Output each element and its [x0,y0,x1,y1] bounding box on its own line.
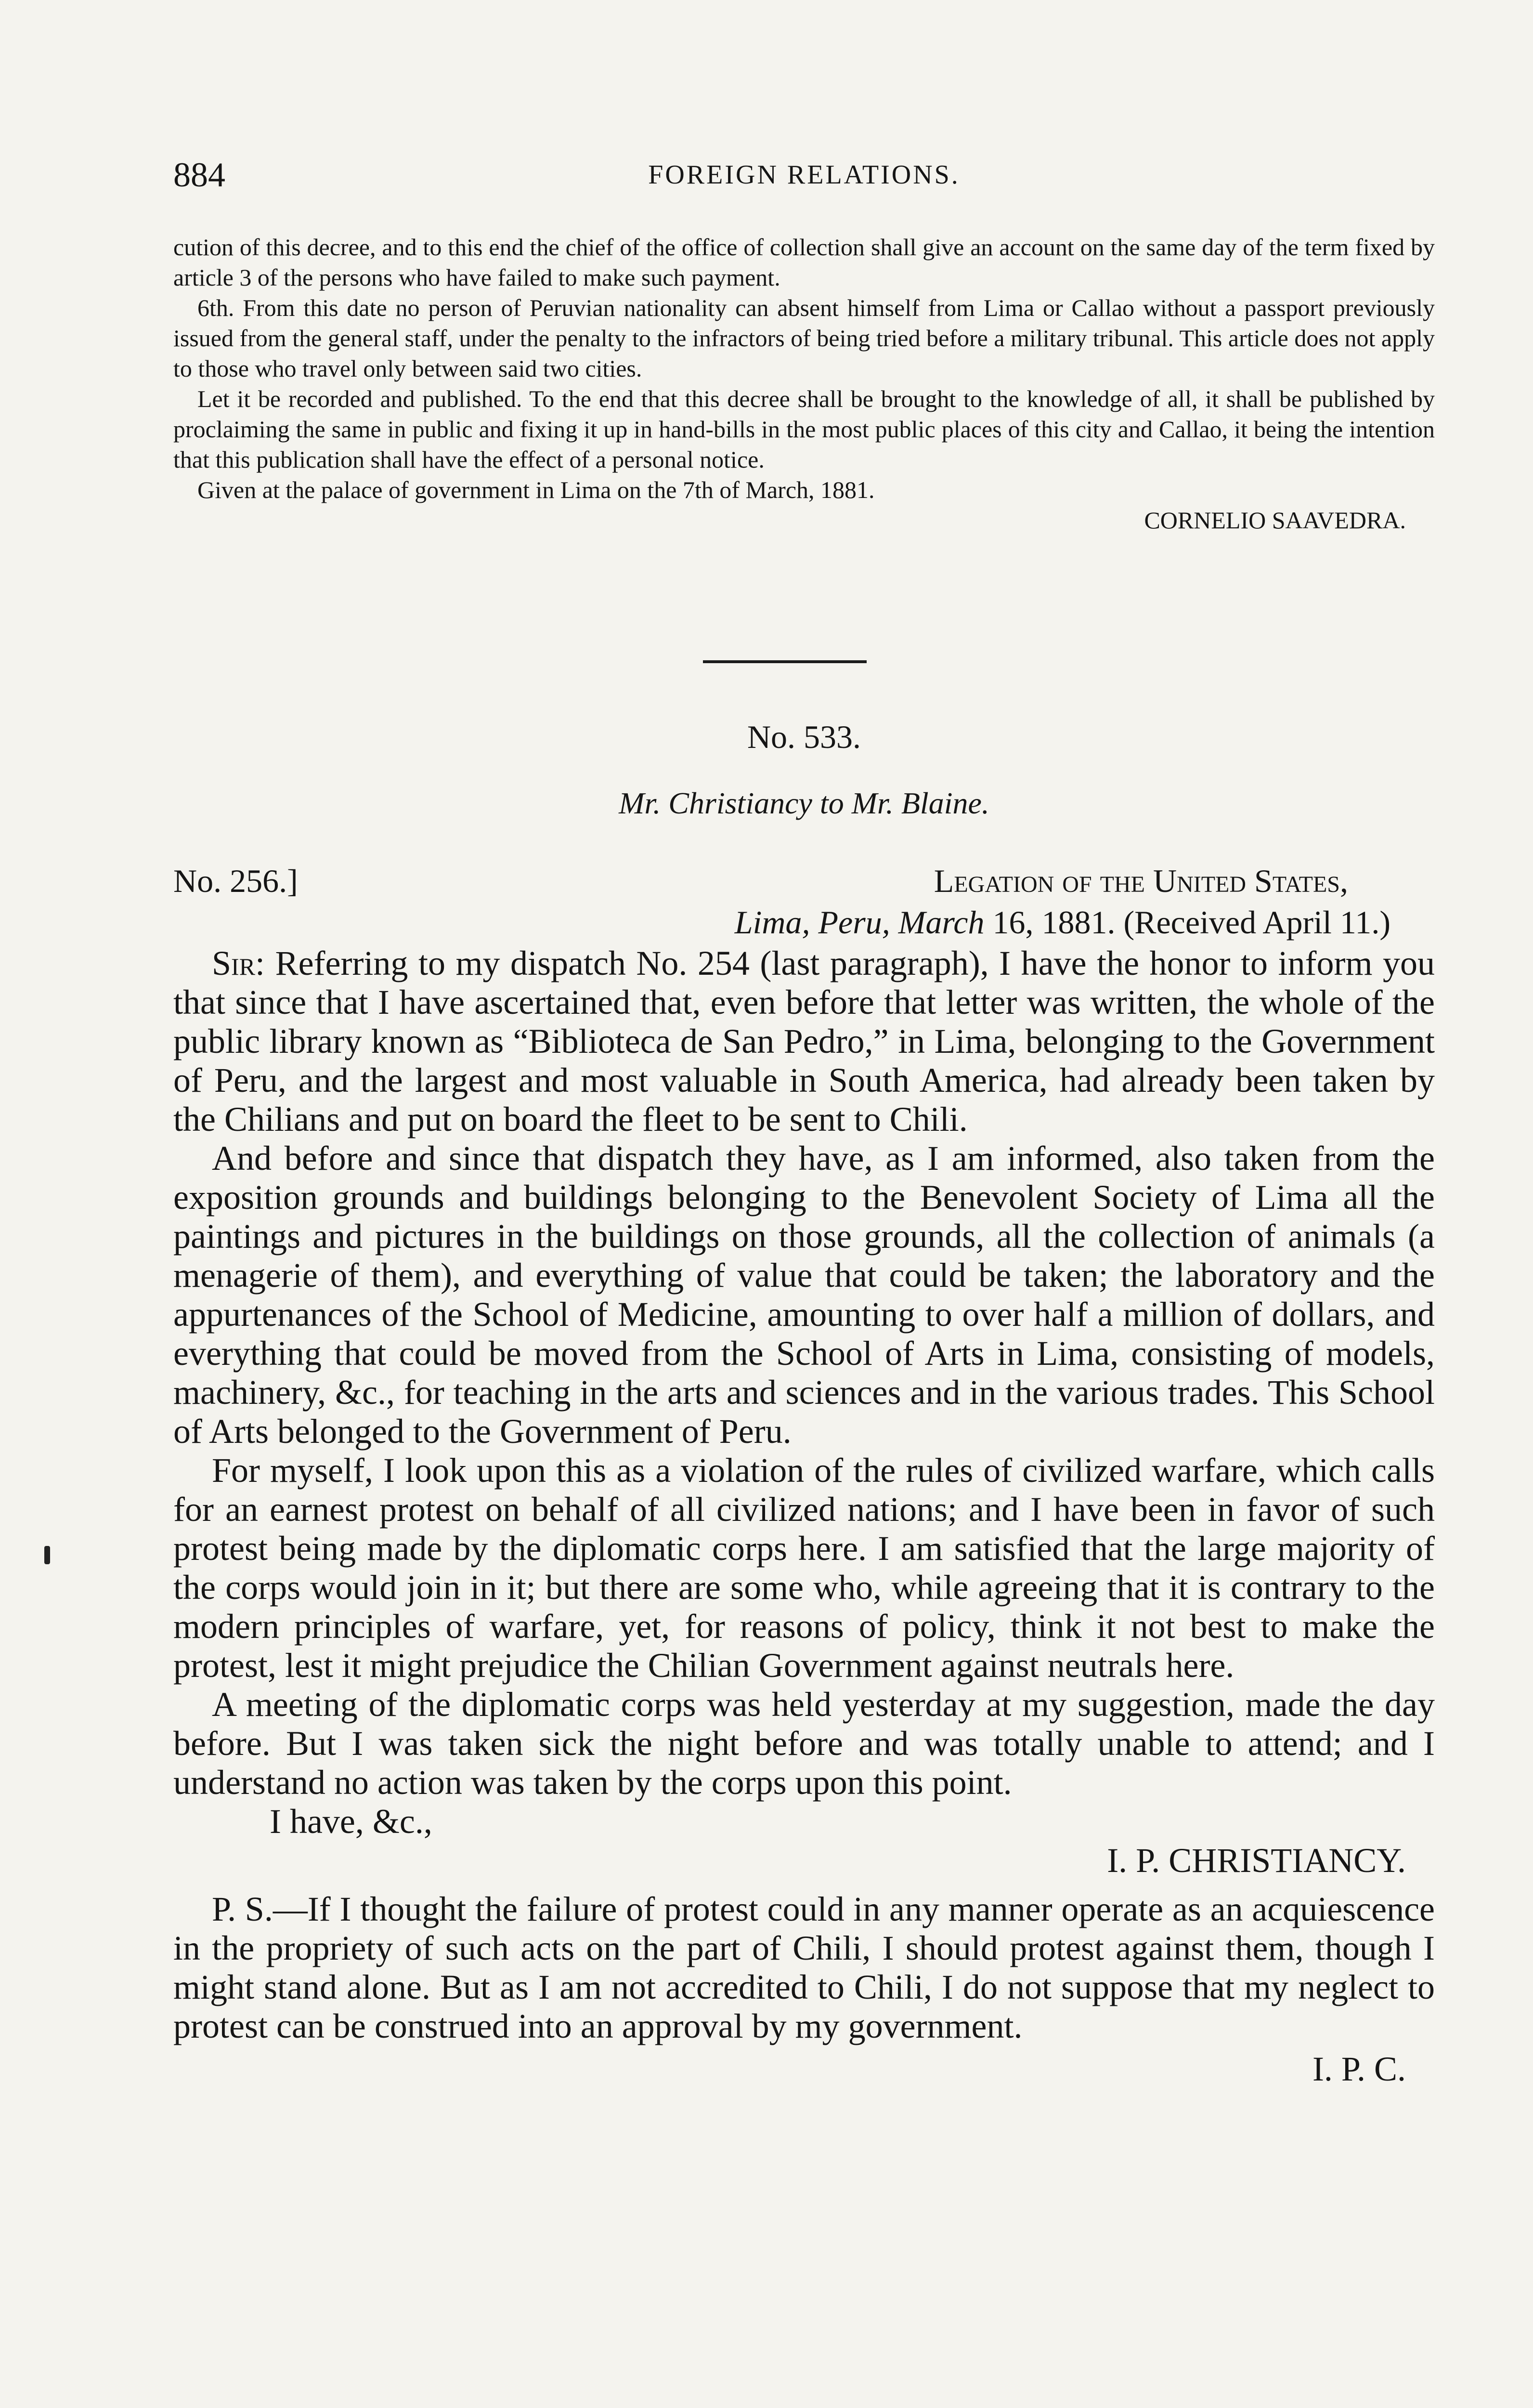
letter-paragraph: And before and since that dispatch they have, as I am informed, also taken from the exposition grounds and buildings belonging to the Benevolent Society of Lima all the paintings and pictures in the buildings on those grounds, all the collection of animals (a menagerie of them), and everything of value that could be taken; the laboratory and the appurtenances of the School of Medicine, amounting to over half a million of dollars, and everything that could be moved from the School of Arts in Lima, consisting of models, machinery, &c., for teaching in the arts and sciences and in the various trades. This School of Arts belonged to the Government of Peru. [173,1139,1435,1451]
ink-mark [44,1546,50,1564]
letter-paragraph: For myself, I look upon this as a violation of the rules of civilized warfare, which calls for an earnest protest on behalf of all civilized nations; and I have been in favor of such protest being made by the diplomatic corps here. I am satisfied that the large majority of the corps would join in it; but there are some who, while agreeing that it is contrary to the modern principles of warfare, yet, for reasons of policy, think it not best to make the protest, lest it might prejudice the Chilian Government against neutrals here. [173,1451,1435,1685]
letter-paragraph: A meeting of the diplomatic corps was held yesterday at my suggestion, made the day before. But I was taken sick the night before and was totally unable to attend; and I understand no action was taken by the corps upon this point. [173,1685,1435,1802]
letter-signature: I. P. CHRISTIANCY. [1107,1841,1406,1880]
salutation: Sir: [212,944,265,982]
date-received: 16, 1881. (Received April 11.) [992,904,1390,941]
document-title: Mr. Christiancy to Mr. Blaine. [619,786,989,820]
legation-line: Legation of the United States, [934,863,1348,899]
page-number: 884 [173,156,225,194]
page-header [173,153,1435,196]
dispatch-number: No. 256.] [173,863,298,899]
decree-signature: CORNELIO SAAVEDRA. [1144,507,1406,534]
letter-body [173,944,1435,2089]
place-date: Lima, Peru, March [734,904,985,941]
decree-paragraph: Let it be recorded and published. To the end that this decree shall be brought to the knowledge of all, it shall be published by proclaiming the same in public and fixing it up in hand-bills in the most public places of this city and Callao, it being the intention that this publication shall have the effect of a personal notice. [173,385,1435,473]
decree-continuation [173,232,1435,536]
decree-paragraph: 6th. From this date no person of Peruvian nationality can absent himself from Lima or Callao without a passport previously issued from the general staff, under the penalty to the infractors of being tried before a military tribunal. This article does not apply to those who travel only between said two cities. [173,294,1435,382]
running-head: FOREIGN RELATIONS. [648,160,960,190]
decree-paragraph: Given at the palace of government in Lima on the 7th of March, 1881. [197,476,875,503]
letter-paragraph-text: Referring to my dispatch No. 254 (last paragraph), I have the honor to inform you that since that I have ascertained that, even before that letter was written, the whole of the public library known as “Biblioteca de San Pedro,” in Lima, belonging to the Government of Peru, and the largest and most valuable in South America, had already been taken by the Chilians and put on board the fleet to be sent to Chili. [173,944,1435,1139]
letter-closing: I have, &c., [270,1802,432,1841]
place-date-line [173,902,1390,943]
postscript-initials: I. P. C. [1312,2050,1406,2088]
section-divider [703,660,867,663]
decree-paragraph: cution of this decree, and to this end the chief of the office of collection shall give an account on the same day of the term fixed by article 3 of the persons who have failed to make such payment. [173,234,1435,291]
letter-paragraph [173,944,1435,1139]
document-number: No. 533. [747,719,861,755]
dispatch-header [173,860,1435,902]
postscript: P. S.—If I thought the failure of protest could in any manner operate as an acquiescence in the propriety of such acts on the part of Chili, I should protest against them, though I might stand alone. But as I am not accredited to Chili, I do not suppose that my neglect to protest can be construed into an approval by my government. [173,1890,1435,2045]
